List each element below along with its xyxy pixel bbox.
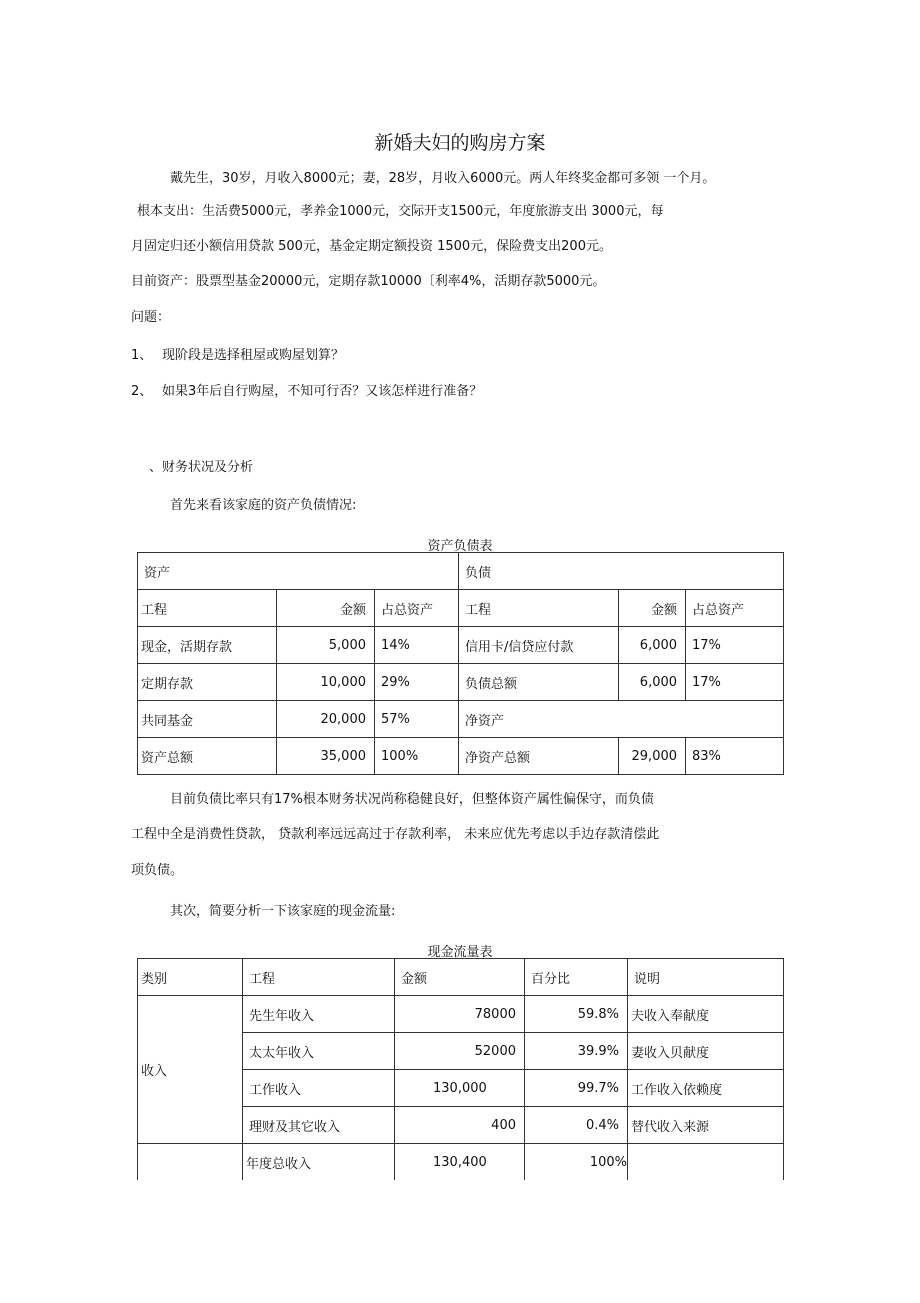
asset-item: 资产总额	[138, 738, 277, 775]
liability-item: 负债总额	[459, 664, 619, 701]
cashflow-item: 理财及其它收入	[243, 1107, 395, 1144]
cashflow-amount: 52000	[395, 1033, 525, 1070]
table-row	[138, 701, 784, 738]
table-row	[138, 627, 784, 664]
cashflow-amount: 78000	[395, 996, 525, 1033]
asset-item: 共同基金	[138, 701, 277, 738]
total-category-empty	[138, 1144, 243, 1181]
asset-amount: 10,000	[277, 664, 375, 701]
liability-item: 信用卡/信贷应付款	[459, 627, 619, 664]
question-2-text: 如果3年后自行购屋，不知可行否？又该怎样进行准备？	[162, 384, 483, 399]
liability-amount: 6,000	[619, 664, 686, 701]
cashflow-percent: 39.9%	[525, 1033, 628, 1070]
cashflow-amount: 130,000	[395, 1070, 525, 1107]
cashflow-header-row	[138, 959, 784, 996]
balance-sheet-table	[137, 552, 784, 775]
table-row	[138, 664, 784, 701]
section-heading: 、财务状况及分析	[149, 460, 254, 475]
liability-item: 净资产总额	[459, 738, 619, 775]
cashflow-caption: 现金流量表	[427, 945, 493, 960]
cashflow-total-note	[628, 1144, 784, 1181]
cashflow-item: 工作收入	[243, 1070, 395, 1107]
cashflow-item: 先生年收入	[243, 996, 395, 1033]
intro-line-4: 目前资产：股票型基金20000元，定期存款10000〔利率4%，活期存款5000元。	[131, 274, 606, 289]
header-liability-amount: 金额	[619, 590, 686, 627]
asset-share: 100%	[375, 738, 459, 775]
header-amount: 金额	[395, 959, 525, 996]
header-asset-item: 工程	[138, 590, 277, 627]
header-percent: 百分比	[525, 959, 628, 996]
asset-share: 29%	[375, 664, 459, 701]
cashflow-percent: 99.7%	[525, 1070, 628, 1107]
document-title: 新婚夫妇的购房方案	[374, 132, 546, 154]
header-note: 说明	[628, 959, 784, 996]
cashflow-total-amount: 130,400	[395, 1144, 525, 1181]
table-row	[138, 738, 784, 775]
intro-line-3: 月固定归还小额信用贷款 500元，基金定期定额投资 1500元，保险费支出200元。	[131, 239, 612, 254]
income-category: 收入	[138, 996, 243, 1144]
header-liability-item: 工程	[459, 590, 619, 627]
asset-amount: 20,000	[277, 701, 375, 738]
question-1-number: 1、	[131, 348, 153, 363]
header-item: 工程	[243, 959, 395, 996]
header-asset-amount: 金额	[277, 590, 375, 627]
cashflow-amount: 400	[395, 1107, 525, 1144]
table-row	[138, 996, 784, 1033]
cashflow-table	[137, 958, 784, 1180]
analysis-line-2: 工程中全是消费性贷款， 贷款利率远远高过于存款利率， 未来应优先考虑以手边存款清偿此	[131, 827, 660, 842]
cashflow-percent: 0.4%	[525, 1107, 628, 1144]
cashflow-total-item: 年度总收入	[243, 1144, 395, 1181]
liability-share: 17%	[686, 627, 784, 664]
asset-amount: 35,000	[277, 738, 375, 775]
asset-share: 57%	[375, 701, 459, 738]
analysis-line-3: 项负债。	[131, 863, 184, 878]
questions-label: 问题：	[131, 310, 171, 325]
balance-sheet-caption: 资产负债表	[427, 539, 493, 554]
table-row	[138, 1144, 784, 1181]
analysis-line-1: 目前负债比率只有17%根本财务状况尚称稳健良好，但整体资产属性偏保守，而负债	[170, 792, 654, 807]
cashflow-note: 工作收入依赖度	[628, 1070, 784, 1107]
cashflow-percent: 59.8%	[525, 996, 628, 1033]
header-category: 类别	[138, 959, 243, 996]
cashflow-total-percent: 100%	[525, 1144, 628, 1181]
liabilities-label: 负债	[459, 553, 784, 590]
cashflow-item: 太太年收入	[243, 1033, 395, 1070]
assets-label: 资产	[138, 553, 459, 590]
liability-share: 83%	[686, 738, 784, 775]
asset-item: 定期存款	[138, 664, 277, 701]
liability-amount: 29,000	[619, 738, 686, 775]
intro-line-1: 戴先生，30岁，月收入8000元；妻，28岁，月收入6000元。两人年终奖金都可多领 一个月。	[170, 171, 716, 186]
liability-amount: 6,000	[619, 627, 686, 664]
cashflow-intro: 其次，简要分析一下该家庭的现金流量:	[170, 904, 396, 919]
cashflow-note: 替代收入来源	[628, 1107, 784, 1144]
asset-share: 14%	[375, 627, 459, 664]
question-2-number: 2、	[131, 384, 153, 399]
asset-amount: 5,000	[277, 627, 375, 664]
balance-sheet-header-row	[138, 590, 784, 627]
intro-line-2: 根本支出：生活费5000元，孝养金1000元，交际开支1500元，年度旅游支出 3000元，每	[137, 204, 664, 219]
cashflow-note: 妻收入贝献度	[628, 1033, 784, 1070]
asset-item: 现金，活期存款	[138, 627, 277, 664]
liability-share: 17%	[686, 664, 784, 701]
header-liability-share: 占总资产	[686, 590, 784, 627]
net-assets-label: 净资产	[459, 701, 784, 738]
header-asset-share: 占总资产	[375, 590, 459, 627]
balance-sheet-section-row	[138, 553, 784, 590]
cashflow-note: 夫收入奉献度	[628, 996, 784, 1033]
question-1-text: 现阶段是选择租屋或购屋划算？	[162, 348, 345, 363]
balance-intro: 首先来看该家庭的资产负债情况:	[170, 498, 357, 513]
